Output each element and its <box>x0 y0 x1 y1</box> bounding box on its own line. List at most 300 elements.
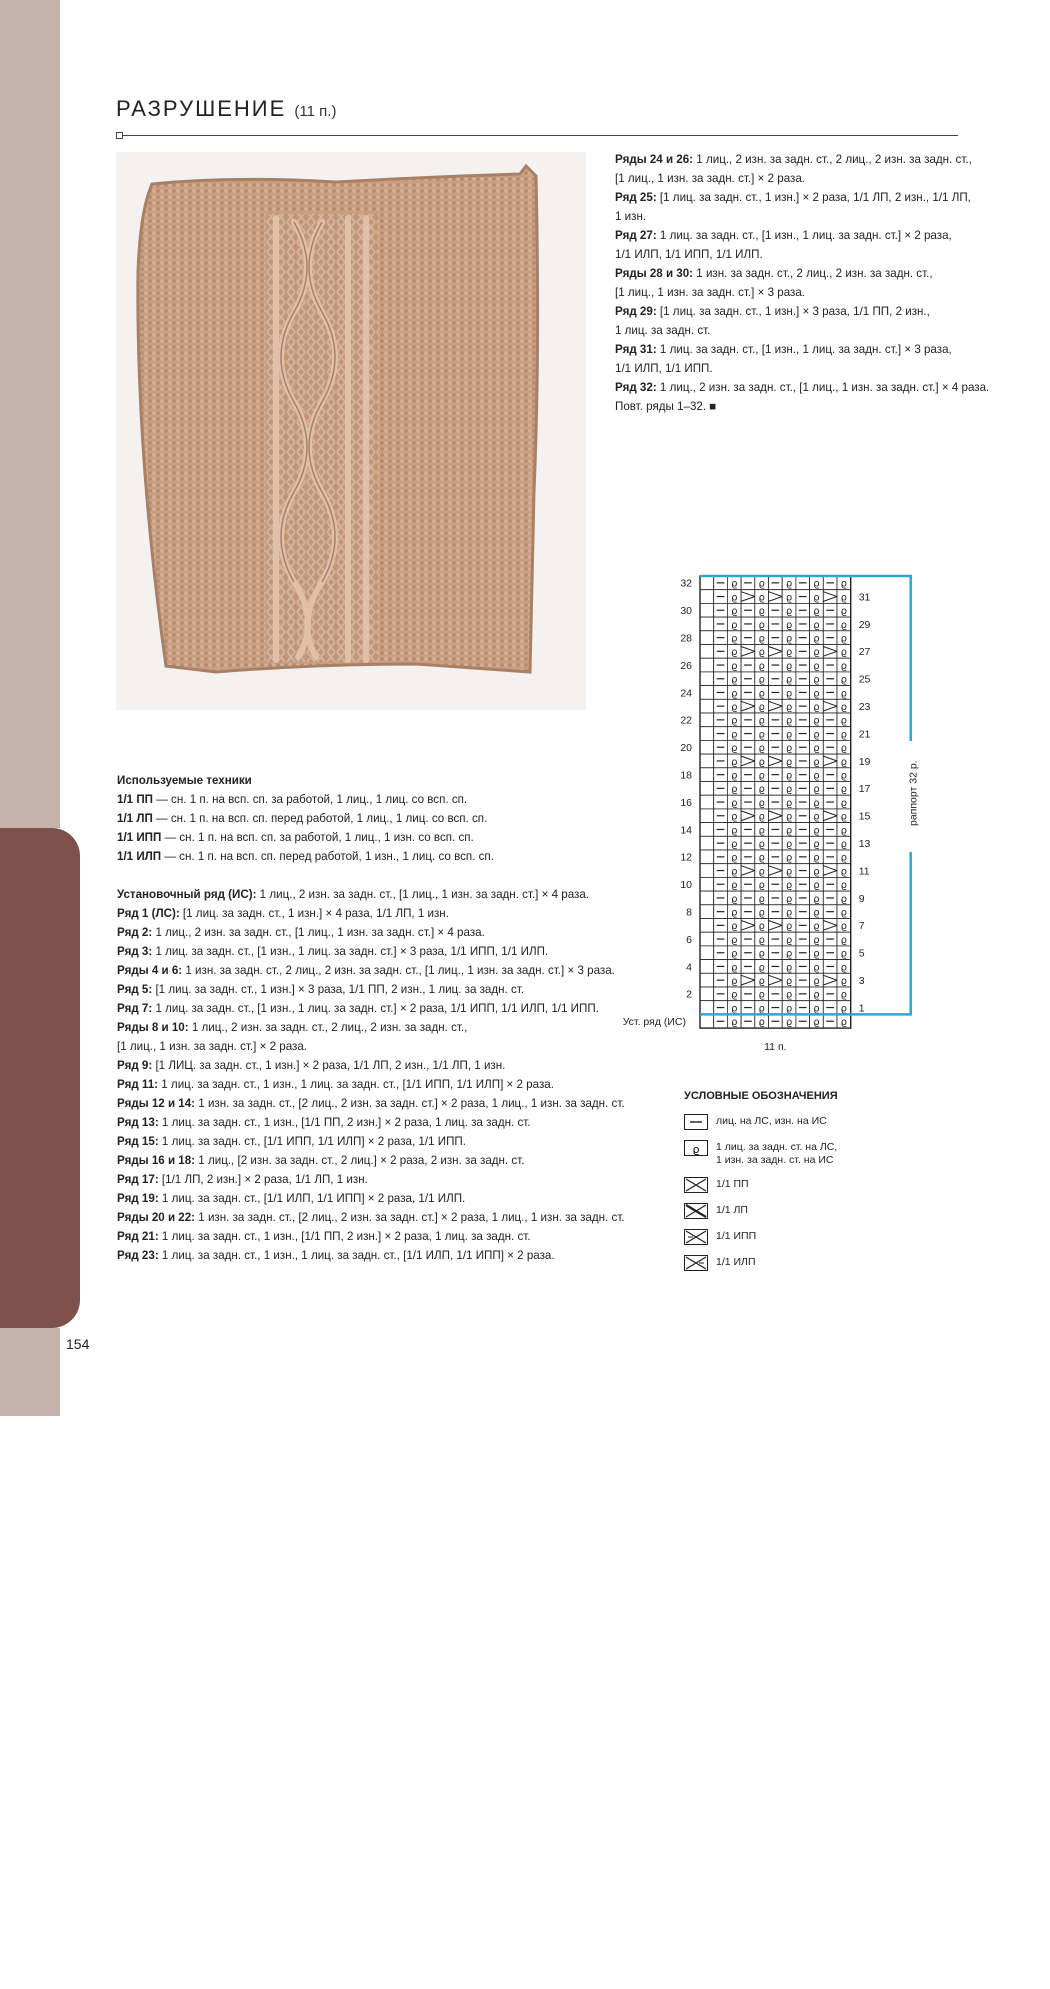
instruction-line: 1/1 ИЛП, 1/1 ИПП. <box>615 362 713 375</box>
chart-cell <box>823 590 837 604</box>
twisted-loop-icon: ϱ <box>731 743 738 755</box>
instruction-line: Ряд 23: 1 лиц. за задн. ст., 1 изн., 1 лиц. за задн. ст., [1/1 ИЛП, 1/1 ИПП] × 2 раза. <box>117 1249 555 1262</box>
chart-cell <box>700 877 714 891</box>
twisted-loop-icon: ϱ <box>731 1003 738 1015</box>
twisted-loop-icon: ϱ <box>731 770 738 782</box>
twisted-loop-icon: ϱ <box>731 702 738 713</box>
row-number-left: 30 <box>680 605 692 618</box>
twisted-loop-icon: ϱ <box>813 921 820 933</box>
twisted-loop-icon: ϱ <box>731 825 738 837</box>
row-number-right: 13 <box>858 838 871 850</box>
twisted-loop-icon: ϱ <box>785 1003 793 1015</box>
legend-label: 1/1 ИЛП <box>716 1256 756 1268</box>
row-number-left: 32 <box>680 577 692 590</box>
purl-cable-right-icon <box>684 1229 708 1245</box>
twisted-loop-icon: ϱ <box>758 921 765 933</box>
instruction-line: 1 лиц. за задн. ст. <box>615 324 711 337</box>
twisted-loop-icon: ϱ <box>813 907 820 919</box>
twisted-loop-icon: ϱ <box>731 852 738 864</box>
twisted-loop-icon: ϱ <box>785 907 793 919</box>
row-number-right: 15 <box>858 810 871 823</box>
chart-cell <box>741 645 755 659</box>
twisted-loop-icon: ϱ <box>840 743 848 755</box>
instruction-line: Ряд 5: [1 лиц. за задн. ст., 1 изн.] × 3 раза, 1/1 ПП, 2 изн., 1 лиц. за задн. ст. <box>117 983 525 996</box>
chart-cell <box>823 809 837 823</box>
chart-cell <box>700 809 714 823</box>
chart-cell <box>741 590 755 604</box>
twisted-loop-icon: ϱ <box>731 962 738 974</box>
twisted-loop-icon: ϱ <box>731 729 738 741</box>
chart-cell <box>700 905 714 919</box>
twisted-loop-icon: ϱ <box>813 866 820 878</box>
instruction-line: Ряды 4 и 6: 1 изн. за задн. ст., 2 лиц., 2 изн. за задн. ст., [1 лиц., 1 изн. за задн. ст.] × 3 раза. <box>117 964 615 977</box>
chart-cell <box>823 919 837 933</box>
row-number-left: 8 <box>686 906 692 919</box>
legend-label: лиц. на ЛС, изн. на ИС <box>716 1115 827 1127</box>
chart-cell <box>700 864 714 878</box>
twisted-loop-icon: ϱ <box>840 756 848 768</box>
instruction-line: Повт. ряды 1–32. ■ <box>615 400 717 413</box>
twisted-loop-icon: ϱ <box>731 839 738 850</box>
twisted-loop-icon: ϱ <box>840 729 848 741</box>
chart-cell <box>823 699 837 713</box>
chart-cell <box>700 645 714 659</box>
twisted-loop-icon: ϱ <box>731 893 738 905</box>
swatch-photo <box>116 152 586 710</box>
chart-cell <box>769 919 783 933</box>
instruction-line: Ряд 1 (ЛС): [1 лиц. за задн. ст., 1 изн.] × 4 раза, 1/1 ЛП, 1 изн. <box>117 907 449 920</box>
chart-cell <box>700 754 714 768</box>
chart-cell <box>769 973 783 987</box>
twisted-loop-icon: ϱ <box>840 770 848 782</box>
twisted-loop-icon: ϱ <box>731 921 738 933</box>
twisted-loop-icon: ϱ <box>731 934 738 946</box>
twisted-loop-icon: ϱ <box>785 729 793 741</box>
twisted-loop-icon: ϱ <box>840 976 848 987</box>
twisted-loop-icon: ϱ <box>785 647 793 659</box>
chart-cell <box>700 699 714 713</box>
legend-label: 1/1 ПП <box>716 1178 749 1190</box>
chart-cell <box>700 836 714 850</box>
instruction-line: Ряд 11: 1 лиц. за задн. ст., 1 изн., 1 лиц. за задн. ст., [1/1 ИПП, 1/1 ИЛП] × 2 раза. <box>117 1078 554 1091</box>
instruction-line: Ряд 27: 1 лиц. за задн. ст., [1 изн., 1 лиц. за задн. ст.] × 2 раза, <box>615 229 952 242</box>
twisted-loop-icon: ϱ <box>785 633 793 645</box>
knitting-chart <box>600 560 930 1060</box>
chart-cell <box>700 946 714 960</box>
twisted-loop-icon: ϱ <box>758 674 765 686</box>
row-number-right: 7 <box>858 920 865 933</box>
chart-cell <box>700 973 714 987</box>
twisted-loop-icon: ϱ <box>758 907 765 919</box>
page-title <box>116 96 336 122</box>
twisted-loop-icon: ϱ <box>758 811 765 823</box>
twisted-loop-icon: ϱ <box>758 743 765 755</box>
twisted-loop-icon: ϱ <box>758 606 765 618</box>
row-number-right: 17 <box>858 783 871 796</box>
twisted-loop-icon: ϱ <box>785 715 793 727</box>
chart-cell <box>823 973 837 987</box>
chart-cell <box>823 754 837 768</box>
twisted-loop-icon: ϱ <box>731 948 738 960</box>
legend-label: 1/1 ЛП <box>716 1204 748 1216</box>
twisted-loop-icon: ϱ <box>785 811 793 823</box>
twisted-loop-icon: ϱ <box>758 1017 765 1029</box>
instruction-line: Ряд 15: 1 лиц. за задн. ст., [1/1 ИПП, 1/1 ИЛП] × 2 раза, 1/1 ИПП. <box>117 1135 466 1148</box>
instruction-line: Ряд 3: 1 лиц. за задн. ст., [1 изн., 1 лиц. за задн. ст.] × 3 раза, 1/1 ИПП, 1/1 ИЛП. <box>117 945 549 958</box>
twisted-loop-icon: ϱ <box>840 606 848 618</box>
twisted-loop-icon: ϱ <box>731 715 738 727</box>
twisted-loop-icon: ϱ <box>758 1003 765 1015</box>
legend-item <box>684 1140 884 1167</box>
twisted-loop-icon: ϱ <box>840 962 848 974</box>
instruction-line: Ряд 29: [1 лиц. за задн. ст., 1 изн.] × 3 раза, 1/1 ПП, 2 изн., <box>615 305 930 318</box>
twisted-loop-icon: ϱ <box>785 756 793 768</box>
twisted-loop-icon: ϱ <box>813 633 820 645</box>
row-number-left: 20 <box>680 742 692 755</box>
chart-cell <box>741 754 755 768</box>
twisted-loop-icon: ϱ <box>758 880 765 892</box>
twisted-loop-icon: ϱ <box>758 893 765 905</box>
twisted-loop-icon: ϱ <box>785 770 793 782</box>
twisted-loop-icon: ϱ <box>813 989 820 1001</box>
twisted-loop-icon: ϱ <box>813 729 820 741</box>
twisted-loop-icon: ϱ <box>813 1017 820 1029</box>
twisted-loop-icon: ϱ <box>840 619 848 631</box>
chart-cell <box>700 617 714 631</box>
chart-cell <box>700 576 714 590</box>
twisted-loop-icon: ϱ <box>758 647 765 659</box>
instruction-line: Ряд 19: 1 лиц. за задн. ст., [1/1 ИЛП, 1/1 ИПП] × 2 раза, 1/1 ИЛП. <box>117 1192 466 1205</box>
twisted-loop-icon: ϱ <box>840 825 848 837</box>
twisted-loop-icon: ϱ <box>840 578 848 590</box>
row-number-right: 31 <box>858 591 871 604</box>
instruction-line: Ряд 31: 1 лиц. за задн. ст., [1 изн., 1 лиц. за задн. ст.] × 3 раза, <box>615 343 952 356</box>
twisted-loop-icon: ϱ <box>785 893 793 905</box>
twisted-loop-icon: ϱ <box>840 633 848 645</box>
row-number-left: 24 <box>680 687 692 700</box>
twisted-loop-icon: ϱ <box>840 715 848 727</box>
chart-cell <box>700 960 714 974</box>
twisted-loop-icon: ϱ <box>758 756 765 768</box>
row-number-right: 25 <box>858 673 871 686</box>
twisted-loop-icon: ϱ <box>840 1003 848 1015</box>
legend-label: 1/1 ИПП <box>716 1230 757 1242</box>
twisted-loop-icon: ϱ <box>731 976 738 987</box>
chart-cell <box>769 864 783 878</box>
row-number-right: 11 <box>858 865 870 878</box>
twisted-loop-icon: ϱ <box>813 743 820 755</box>
chart-cell <box>700 727 714 741</box>
chart-cell <box>741 919 755 933</box>
twisted-loop-icon: ϱ <box>785 921 793 933</box>
legend-title: УСЛОВНЫЕ ОБОЗНАЧЕНИЯ <box>684 1090 838 1102</box>
twisted-loop-icon: ϱ <box>758 825 765 837</box>
legend-label: 1 лиц. за задн. ст. на ЛС, 1 изн. за задн. ст. на ИС <box>716 1141 838 1166</box>
twisted-loop-icon: ϱ <box>758 948 765 960</box>
title-rule <box>120 135 958 136</box>
twisted-loop-icon: ϱ <box>840 934 848 946</box>
instruction-line: Ряды 24 и 26: 1 лиц., 2 изн. за задн. ст., 2 лиц., 2 изн. за задн. ст., <box>615 153 972 166</box>
twisted-loop-icon: ϱ <box>840 948 848 960</box>
twisted-loop-icon: ϱ <box>813 784 820 796</box>
instruction-line: 1/1 ПП — сн. 1 п. на всп. сп. за работой, 1 лиц., 1 лиц. со всп. сп. <box>117 793 468 806</box>
twisted-loop-icon: ϱ <box>758 729 765 741</box>
twisted-loop-icon: ϱ <box>785 1017 793 1029</box>
twisted-loop-icon: ϱ <box>785 839 793 850</box>
twisted-loop-icon: ϱ <box>785 797 793 809</box>
setup-row-label: Уст. ряд (ИС) <box>622 1016 686 1029</box>
twisted-loop-icon: ϱ <box>758 797 765 809</box>
stitch-width-label: 11 п. <box>764 1041 787 1054</box>
title-stitch-count: (11 п.) <box>294 103 337 120</box>
twisted-loop-icon: ϱ <box>758 619 765 631</box>
row-number-left: 18 <box>680 769 692 782</box>
row-number-left: 6 <box>686 933 692 946</box>
twisted-loop-icon: ϱ <box>785 619 793 631</box>
chart-cell <box>741 973 755 987</box>
instruction-line: Ряд 13: 1 лиц. за задн. ст., 1 изн., [1/1 ПП, 2 изн.] × 2 раза, 1 лиц. за задн. ст. <box>117 1116 531 1129</box>
title-rule-marker <box>116 132 123 139</box>
twisted-loop-icon: ϱ <box>785 674 793 686</box>
instruction-line: Ряд 25: [1 лиц. за задн. ст., 1 изн.] × 2 раза, 1/1 ЛП, 2 изн., 1/1 ЛП, <box>615 191 971 204</box>
row-number-left: 10 <box>680 879 692 892</box>
twisted-loop-icon: ϱ <box>758 578 765 590</box>
chart-cell <box>700 631 714 645</box>
legend-item <box>684 1255 884 1271</box>
chart-cell <box>700 782 714 796</box>
twisted-loop-icon: ϱ <box>731 756 738 768</box>
twisted-loop-icon: ϱ <box>813 578 820 590</box>
twisted-loop-icon: ϱ <box>758 839 765 850</box>
chart-cell <box>700 686 714 700</box>
page-number: 154 <box>66 1336 90 1352</box>
chart-cell <box>700 987 714 1001</box>
instruction-line: Ряды 20 и 22: 1 изн. за задн. ст., [2 лиц., 2 изн. за задн. ст.] × 2 раза, 1 лиц., 1 изн. за задн. ст. <box>117 1211 625 1224</box>
twisted-loop-icon: ϱ <box>758 852 765 864</box>
instruction-line: Установочный ряд (ИС): 1 лиц., 2 изн. за задн. ст., [1 лиц., 1 изн. за задн. ст.] × 4 раза. <box>117 888 590 901</box>
twisted-loop-icon <box>684 1140 708 1156</box>
instruction-line: 1/1 ИЛП, 1/1 ИПП, 1/1 ИЛП. <box>615 248 763 261</box>
instruction-line: Ряд 7: 1 лиц. за задн. ст., [1 изн., 1 лиц. за задн. ст.] × 2 раза, 1/1 ИПП, 1/1 ИЛП, 1/1 ИПП. <box>117 1002 599 1015</box>
twisted-loop-icon: ϱ <box>813 962 820 974</box>
twisted-loop-icon: ϱ <box>840 989 848 1001</box>
twisted-loop-icon: ϱ <box>785 743 793 755</box>
twisted-loop-icon: ϱ <box>813 619 820 631</box>
twisted-loop-icon: ϱ <box>840 839 848 850</box>
instruction-line: Ряд 9: [1 ЛИЦ. за задн. ст., 1 изн.] × 2 раза, 1/1 ЛП, 2 изн., 1/1 ЛП, 1 изн. <box>117 1059 506 1072</box>
instruction-line: 1/1 ЛП — сн. 1 п. на всп. сп. перед работой, 1 лиц., 1 лиц. со всп. сп. <box>117 812 488 825</box>
twisted-loop-icon: ϱ <box>840 880 848 892</box>
instruction-line: Ряд 32: 1 лиц., 2 изн. за задн. ст., [1 лиц., 1 изн. за задн. ст.] × 4 раза. <box>615 381 990 394</box>
twisted-loop-icon: ϱ <box>785 976 793 987</box>
chart-cell <box>700 590 714 604</box>
legend-item <box>684 1177 884 1193</box>
chart-cell <box>823 645 837 659</box>
legend-item <box>684 1114 884 1130</box>
twisted-loop-icon: ϱ <box>731 989 738 1001</box>
twisted-loop-icon: ϱ <box>785 880 793 892</box>
twisted-loop-icon: ϱ <box>785 852 793 864</box>
twisted-loop-icon: ϱ <box>813 797 820 809</box>
chart-cell <box>769 590 783 604</box>
twisted-loop-icon: ϱ <box>785 688 793 700</box>
chart-cell <box>769 809 783 823</box>
twisted-loop-icon: ϱ <box>840 893 848 905</box>
twisted-loop-icon: ϱ <box>813 674 820 686</box>
twisted-loop-icon: ϱ <box>758 962 765 974</box>
chart-cell <box>741 809 755 823</box>
row-number-right: 23 <box>858 701 871 713</box>
twisted-loop-icon: ϱ <box>758 660 765 672</box>
twisted-loop-icon: ϱ <box>731 907 738 919</box>
row-number-right: 9 <box>858 892 865 905</box>
instructions-right-column <box>615 150 989 416</box>
chart-svg <box>600 560 930 1060</box>
chart-cell <box>741 864 755 878</box>
chart-cell <box>700 740 714 754</box>
twisted-loop-icon: ϱ <box>758 770 765 782</box>
instruction-line: Ряды 8 и 10: 1 лиц., 2 изн. за задн. ст., 2 лиц., 2 изн. за задн. ст., <box>117 1021 468 1034</box>
twisted-loop-icon: ϱ <box>758 592 765 604</box>
twisted-loop-icon: ϱ <box>758 784 765 796</box>
twisted-loop-icon: ϱ <box>813 811 820 823</box>
twisted-loop-icon: ϱ <box>731 633 738 645</box>
svg-text:ϱ: ϱ <box>692 1143 700 1155</box>
row-number-left: 2 <box>686 988 692 1001</box>
twisted-loop-icon: ϱ <box>758 866 765 878</box>
instruction-line: Ряд 17: [1/1 ЛП, 2 изн.] × 2 раза, 1/1 ЛП, 1 изн. <box>117 1173 368 1186</box>
twisted-loop-icon: ϱ <box>758 633 765 645</box>
twisted-loop-icon: ϱ <box>813 976 820 987</box>
twisted-loop-icon: ϱ <box>840 647 848 659</box>
twisted-loop-icon: ϱ <box>731 866 738 878</box>
twisted-loop-icon: ϱ <box>840 921 848 933</box>
twisted-loop-icon: ϱ <box>785 934 793 946</box>
cable-right-icon <box>684 1177 708 1193</box>
chart-cell <box>769 645 783 659</box>
twisted-loop-icon: ϱ <box>731 811 738 823</box>
twisted-loop-icon: ϱ <box>840 688 848 700</box>
twisted-loop-icon: ϱ <box>840 660 848 672</box>
chart-cell <box>769 754 783 768</box>
twisted-loop-icon: ϱ <box>813 756 820 768</box>
chart-cell <box>700 768 714 782</box>
chart-cell <box>700 672 714 686</box>
twisted-loop-icon: ϱ <box>758 976 765 987</box>
chart-cell <box>700 658 714 672</box>
twisted-loop-icon: ϱ <box>731 784 738 796</box>
twisted-loop-icon: ϱ <box>813 647 820 659</box>
twisted-loop-icon: ϱ <box>785 866 793 878</box>
twisted-loop-icon: ϱ <box>840 811 848 823</box>
twisted-loop-icon: ϱ <box>785 989 793 1001</box>
twisted-loop-icon: ϱ <box>731 797 738 809</box>
twisted-loop-icon: ϱ <box>731 688 738 700</box>
twisted-loop-icon: ϱ <box>840 674 848 686</box>
row-number-left: 4 <box>686 961 692 974</box>
instruction-line: [1 лиц., 1 изн. за задн. ст.] × 2 раза. <box>117 1040 307 1053</box>
row-number-left: 28 <box>680 632 692 645</box>
twisted-loop-icon: ϱ <box>758 715 765 727</box>
twisted-loop-icon: ϱ <box>731 647 738 659</box>
instructions-left-column <box>117 885 625 1265</box>
instruction-line: Ряды 16 и 18: 1 лиц., [2 изн. за задн. ст., 2 лиц.] × 2 раза, 2 изн. за задн. ст. <box>117 1154 525 1167</box>
instruction-line: [1 лиц., 1 изн. за задн. ст.] × 3 раза. <box>615 286 805 299</box>
chart-cell <box>700 603 714 617</box>
legend-item <box>684 1203 884 1219</box>
instruction-line: [1 лиц., 1 изн. за задн. ст.] × 2 раза. <box>615 172 805 185</box>
legend <box>684 1090 884 1281</box>
chart-cell <box>700 1014 714 1028</box>
row-number-right: 27 <box>858 646 871 659</box>
row-number-left: 22 <box>680 714 692 727</box>
sidebar-top-band <box>0 0 60 828</box>
twisted-loop-icon: ϱ <box>813 606 820 618</box>
twisted-loop-icon: ϱ <box>731 606 738 618</box>
dash-symbol-icon <box>684 1114 708 1130</box>
twisted-loop-icon: ϱ <box>785 948 793 960</box>
twisted-loop-icon: ϱ <box>758 702 765 713</box>
title-text: РАЗРУШЕНИЕ <box>116 96 287 121</box>
row-number-right: 5 <box>858 947 865 960</box>
row-number-left: 16 <box>680 796 692 809</box>
twisted-loop-icon: ϱ <box>731 674 738 686</box>
twisted-loop-icon: ϱ <box>813 592 820 604</box>
twisted-loop-icon: ϱ <box>813 893 820 905</box>
chart-cell <box>700 850 714 864</box>
row-number-right: 3 <box>858 975 865 987</box>
twisted-loop-icon: ϱ <box>731 1017 738 1029</box>
twisted-loop-icon: ϱ <box>758 989 765 1001</box>
chart-cell <box>700 919 714 933</box>
twisted-loop-icon: ϱ <box>813 948 820 960</box>
chart-cell <box>700 713 714 727</box>
twisted-loop-icon: ϱ <box>785 578 793 590</box>
twisted-loop-icon: ϱ <box>731 880 738 892</box>
twisted-loop-icon: ϱ <box>840 784 848 796</box>
chart-cell <box>700 795 714 809</box>
twisted-loop-icon: ϱ <box>813 880 820 892</box>
twisted-loop-icon: ϱ <box>840 797 848 809</box>
chart-cell <box>700 932 714 946</box>
twisted-loop-icon: ϱ <box>731 592 738 604</box>
twisted-loop-icon: ϱ <box>840 1017 848 1029</box>
instruction-line: Ряды 28 и 30: 1 изн. за задн. ст., 2 лиц., 2 изн. за задн. ст., <box>615 267 933 280</box>
twisted-loop-icon: ϱ <box>785 962 793 974</box>
chart-cell <box>741 699 755 713</box>
twisted-loop-icon: ϱ <box>813 839 820 850</box>
twisted-loop-icon: ϱ <box>731 578 738 590</box>
twisted-loop-icon: ϱ <box>785 784 793 796</box>
twisted-loop-icon: ϱ <box>813 770 820 782</box>
instruction-line: Ряд 2: 1 лиц., 2 изн. за задн. ст., [1 лиц., 1 изн. за задн. ст.] × 4 раза. <box>117 926 485 939</box>
twisted-loop-icon: ϱ <box>813 934 820 946</box>
twisted-loop-icon: ϱ <box>813 825 820 837</box>
twisted-loop-icon: ϱ <box>785 702 793 713</box>
chart-cell <box>823 864 837 878</box>
twisted-loop-icon: ϱ <box>785 606 793 618</box>
twisted-loop-icon: ϱ <box>731 660 738 672</box>
twisted-loop-icon: ϱ <box>813 1003 820 1015</box>
instruction-line: Ряды 12 и 14: 1 изн. за задн. ст., [2 лиц., 2 изн. за задн. ст.] × 2 раза, 1 лиц., 1 изн. за задн. ст. <box>117 1097 625 1110</box>
twisted-loop-icon: ϱ <box>840 907 848 919</box>
twisted-loop-icon: ϱ <box>813 852 820 864</box>
row-number-right: 1 <box>858 1002 865 1015</box>
instruction-line: 1 изн. <box>615 210 647 223</box>
twisted-loop-icon: ϱ <box>731 619 738 631</box>
twisted-loop-icon: ϱ <box>840 592 848 604</box>
row-number-left: 12 <box>680 851 692 864</box>
